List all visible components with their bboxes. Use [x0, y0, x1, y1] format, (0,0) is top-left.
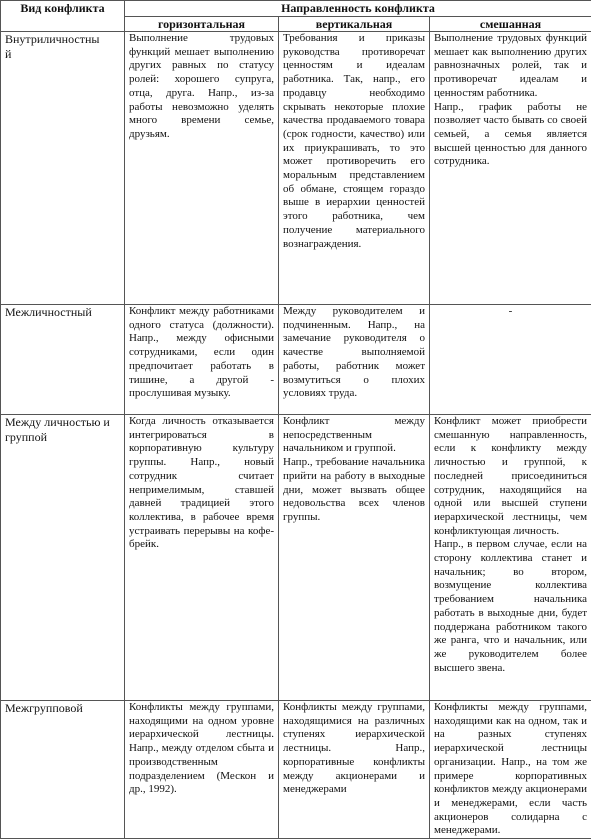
- header-horizontal: горизонтальная: [125, 17, 279, 32]
- row-name: Между личностью и группой: [1, 415, 125, 701]
- cell-mixed: -: [430, 305, 591, 415]
- header-mixed: смешанная: [430, 17, 591, 32]
- table-row: [1, 701, 591, 839]
- cell-mixed: Конфликт может приобрести смешанную направленность, если к конфликту между личностью и группой, к последней присоединиться сотрудник, находящийся на одной или высшей ступени иерархической лестницы, чем конфликтующая личность. Напр., в первом случае, если на сторону коллектива станет и начальник; во втором, возмущение коллектива требованием начальника работать в выходные дни, будет поддержана работником такого же ранга, что и начальник, или же руководителем более высшего звена.: [430, 415, 591, 701]
- row-name: Межгрупповой: [1, 701, 125, 839]
- cell-horizontal: Конфликты между группами, находящими на одном уровне иерархической лестницы. Напр., между отделом сбыта и производственным подразделением (Мескон и др., 1992).: [125, 701, 279, 839]
- table-row: [1, 32, 591, 305]
- row-name: Межличностный: [1, 305, 125, 415]
- header-vertical: вертикальная: [279, 17, 430, 32]
- header-direction: Направленность конфликта: [125, 1, 591, 17]
- cell-vertical: Конфликт между непосредственным начальником и группой. Напр., требование начальника прийти на работу в выходные дни, может вызвать общее недовольства всех членов группы.: [279, 415, 430, 701]
- row-name: Внутриличностны й: [1, 32, 125, 305]
- header-conflict-type: Вид конфликта: [1, 1, 125, 32]
- cell-horizontal: Конфликт между работниками одного статуса (должности). Напр., между офисными сотрудниками, если один предпочитает работать в тишине, а другой - прослушивая музыку.: [125, 305, 279, 415]
- cell-vertical: Конфликты между группами, находящимися на различных ступенях иерархической лестницы. Напр., корпоративные конфликты между акционерами и менеджерами: [279, 701, 430, 839]
- cell-horizontal: Когда личность отказывается интегрироваться в корпоративную культуру группы. Напр., новый сотрудник считает непримелимым, ставшей давней традицией этого коллектива, в рабочее время устраивать перерывы на кофе-брейк.: [125, 415, 279, 701]
- cell-horizontal: Выполнение трудовых функций мешает выполнению других равных по статусу ролей: хорошего супруга, отца, друга. Напр., из-за работы невозможно уделять много времени семье, друзьям.: [125, 32, 279, 305]
- table-row: [1, 415, 591, 701]
- table-row: [1, 305, 591, 415]
- cell-mixed: Конфликты между группами, находящими как на одном, так и на разных ступенях иерархической лестницы организации. Напр., на том же примере корпоративных конфликтов между акционерами и менеджерами, если часть акционеров солидарна с менеджерами.: [430, 701, 591, 839]
- cell-mixed: Выполнение трудовых функций мешает как выполнению других равнозначных ролей, так и противоречат идеалам и ценностям работника. Напр., график работы не позволяет часто бывать со своей семьей, а семья является высшей ценностью для данного сотрудника.: [430, 32, 591, 305]
- cell-vertical: Требования и приказы руководства противоречат ценностям и идеалам работника. Так, напр., его продавцу необходимо скрывать некоторые плохие качества продаваемого товара (срок годности, качество) или их приукрашивать, то это может противоречить его моральным представлением об обмане, стоящем гораздо выше в иерархии ценностей этого работника, чем получение материального вознаграждения.: [279, 32, 430, 305]
- cell-vertical: Между руководителем и подчиненным. Напр., на замечание руководителя о качестве выполняемой работы, работник может возмутиться о плохих условиях труда.: [279, 305, 430, 415]
